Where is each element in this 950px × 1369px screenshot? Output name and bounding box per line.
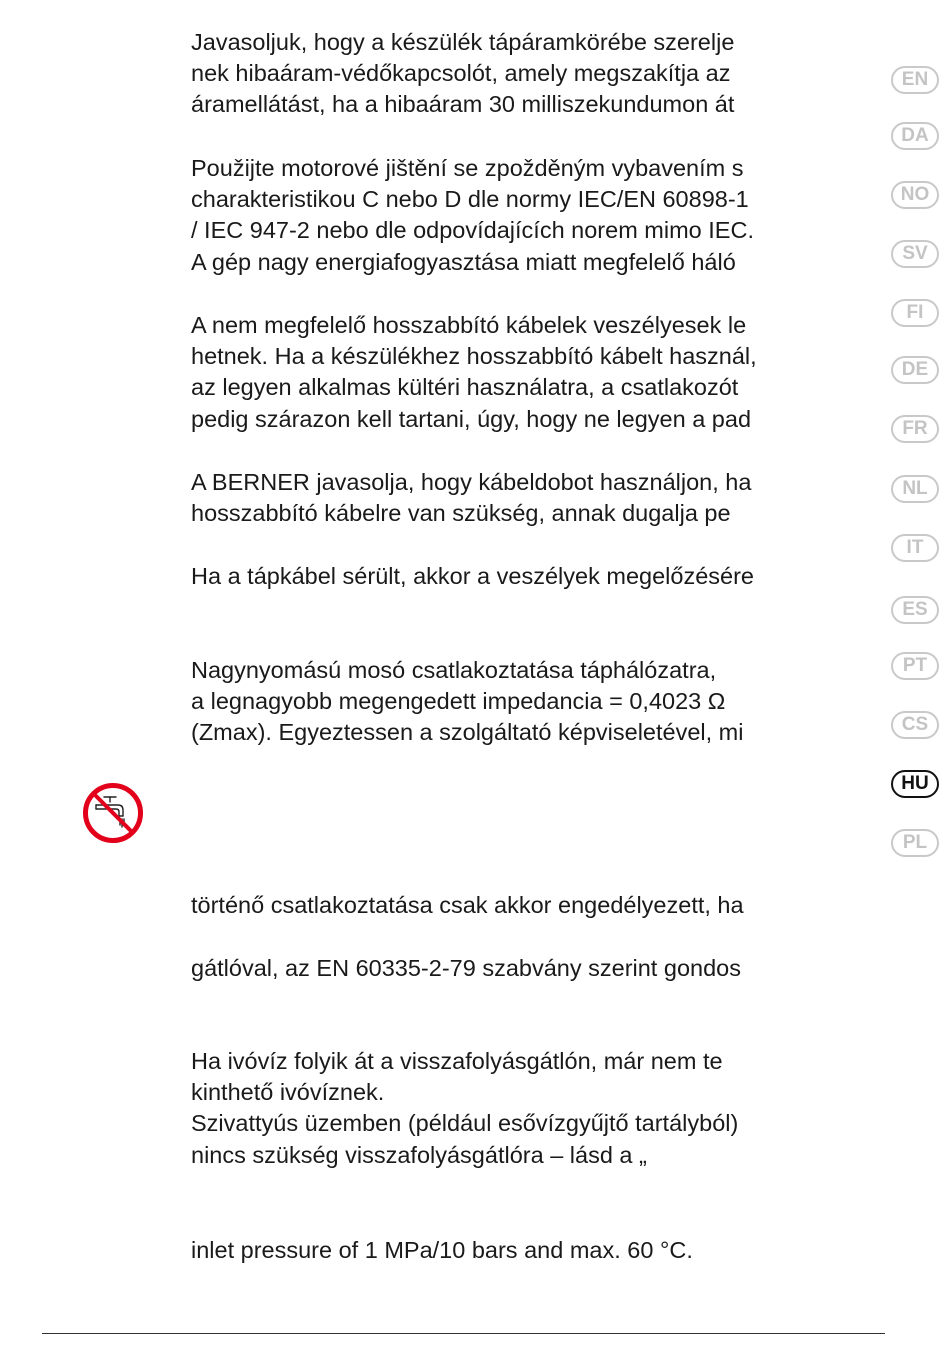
text-line: A gép nagy energiafogyasztása miatt megfelelő háló	[191, 248, 736, 275]
text-line: nincs szükség visszafolyásgátlóra – lásd a „	[191, 1141, 647, 1168]
language-tab-sv[interactable]: SV	[891, 240, 939, 268]
language-tab-pt[interactable]: PT	[891, 652, 939, 680]
text-line: a legnagyobb megengedett impedancia = 0,4023 Ω	[191, 688, 726, 715]
language-tab-fr[interactable]: FR	[891, 415, 939, 443]
paragraph-rcd-recommendation	[191, 27, 891, 121]
no-drinking-water-connection-icon	[82, 782, 144, 844]
text-line: Nagynyomású mosó csatlakoztatása táphálózatra,	[191, 657, 717, 683]
language-tab-no[interactable]: NO	[891, 181, 939, 209]
paragraph-motor-protection	[191, 153, 891, 278]
text-line: az legyen alkalmas kültéri használatra, a csatlakozót	[191, 374, 739, 401]
language-tab-de[interactable]: DE	[891, 356, 939, 384]
language-tab-pl[interactable]: PL	[891, 829, 939, 857]
paragraph-impedance	[191, 655, 891, 749]
paragraph-inlet-pressure	[191, 1235, 891, 1266]
paragraph-connection-allowed	[191, 890, 891, 921]
language-tabs	[891, 0, 943, 900]
language-tab-it[interactable]: IT	[891, 534, 939, 562]
language-tab-cs[interactable]: CS	[891, 711, 939, 739]
text-line: charakteristikou C nebo D dle normy IEC/EN 60898-1	[191, 186, 749, 213]
text-line: pedig szárazon kell tartani, úgy, hogy ne legyen a pad	[191, 405, 752, 432]
paragraph-cable-drum	[191, 467, 891, 529]
text-line: / IEC 947-2 nebo dle odpovídajících norem mimo IEC.	[191, 217, 754, 244]
language-tab-da[interactable]: DA	[891, 122, 939, 150]
text-line: (Zmax). Egyeztessen a szolgáltató képviseletével, mi	[191, 719, 744, 746]
text-line: Ha a tápkábel sérült, akkor a veszélyek megelőzésére	[191, 563, 754, 589]
language-tab-es[interactable]: ES	[891, 596, 939, 624]
text-line: áramellátást, ha a hibaáram 30 milliszekundumon át	[191, 91, 735, 118]
text-line: gátlóval, az EN 60335-2-79 szabvány szerint gondos	[191, 955, 741, 981]
text-line: A BERNER javasolja, hogy kábeldobot használjon, ha	[191, 469, 752, 495]
text-line: Použijte motorové jištění se zpožděným vybavením s	[191, 155, 744, 181]
text-line: Szivattyús üzemben (például esővízgyűjtő tartályból)	[191, 1110, 739, 1137]
paragraph-extension-cables	[191, 310, 891, 435]
text-line: nek hibaáram-védőkapcsolót, amely megszakítja az	[191, 60, 731, 87]
text-line: Ha ivóvíz folyik át a visszafolyásgátlón, már nem te	[191, 1048, 723, 1074]
text-line: A nem megfelelő hosszabbító kábelek veszélyesek le	[191, 312, 747, 338]
paragraph-damaged-cable	[191, 561, 891, 592]
text-line: hosszabbító kábelre van szükség, annak dugalja pe	[191, 500, 731, 527]
language-tab-fi[interactable]: FI	[891, 299, 939, 327]
text-line: kinthető ivóvíznek.	[191, 1079, 385, 1106]
language-tab-en[interactable]: EN	[891, 66, 939, 94]
text-line: inlet pressure of 1 MPa/10 bars and max. 60 °C.	[191, 1237, 693, 1263]
text-line: Javasoljuk, hogy a készülék tápáramkörébe szerelje	[191, 29, 735, 55]
footer-divider	[42, 1333, 885, 1334]
text-line: hetnek. Ha a készülékhez hosszabbító kábelt használ,	[191, 343, 757, 370]
paragraph-backflow-standard	[191, 953, 891, 984]
language-tab-hu[interactable]: HU	[891, 770, 939, 798]
text-line: történő csatlakoztatása csak akkor engedélyezett, ha	[191, 892, 744, 918]
paragraph-drinking-water	[191, 1046, 891, 1171]
language-tab-nl[interactable]: NL	[891, 475, 939, 503]
